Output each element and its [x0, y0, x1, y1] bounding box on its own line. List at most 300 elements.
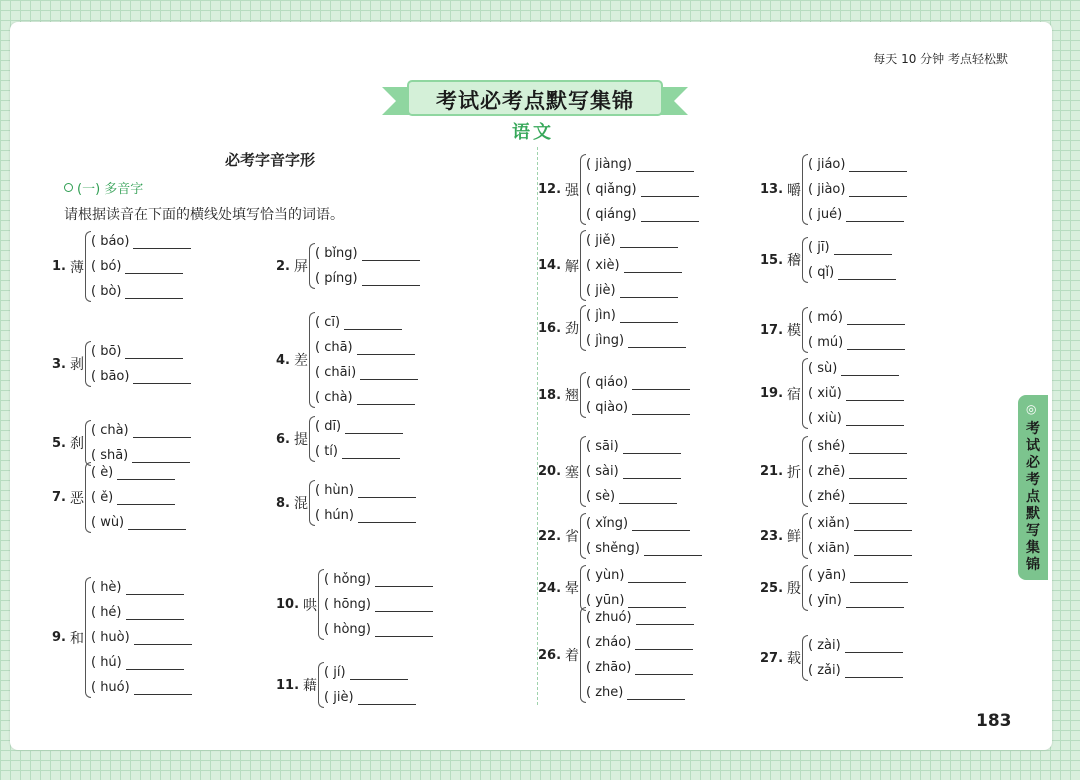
- pinyin-label: ( hòng): [324, 622, 371, 637]
- reading-row: [315, 503, 416, 528]
- answer-blank[interactable]: [632, 516, 690, 531]
- answer-blank[interactable]: [628, 568, 686, 583]
- answer-blank[interactable]: [846, 207, 904, 222]
- reading-list: [586, 303, 686, 353]
- item-number: 14.: [538, 258, 562, 273]
- pinyin-label: ( huó): [90, 680, 130, 695]
- workbook-page: [10, 22, 1052, 750]
- item-character: 宿: [787, 386, 802, 403]
- answer-blank[interactable]: [845, 663, 903, 678]
- answer-blank[interactable]: [849, 182, 907, 197]
- reading-row: [91, 625, 192, 650]
- reading-row: [586, 630, 694, 655]
- reading-row: [91, 485, 186, 510]
- item-number: 9.: [52, 630, 66, 645]
- reading-list: [808, 434, 907, 509]
- item-character: 强: [565, 182, 580, 199]
- exercise-item: [760, 235, 896, 285]
- exercise-item: [760, 511, 912, 561]
- exercise-item: [760, 356, 904, 431]
- pinyin-label: ( xiù): [808, 411, 842, 426]
- subsection-heading: [64, 178, 143, 197]
- item-character: 混: [293, 496, 308, 512]
- pinyin-label: ( chà): [90, 423, 129, 438]
- reading-row: [586, 278, 682, 303]
- item-number: 24.: [538, 580, 562, 596]
- reading-row: [586, 228, 682, 253]
- item-number: 20.: [538, 464, 562, 479]
- item-number: 6.: [276, 431, 290, 447]
- item-number: 23.: [760, 528, 784, 544]
- reading-row: [586, 511, 702, 536]
- item-character: 载: [787, 651, 802, 667]
- side-tab: [1018, 395, 1048, 580]
- reading-row: [808, 177, 907, 202]
- pinyin-label: ( yān): [808, 568, 847, 583]
- answer-blank[interactable]: [344, 315, 402, 330]
- pinyin-label: ( zhe): [586, 685, 624, 700]
- item-character: 藉: [303, 678, 318, 694]
- reading-list: [808, 633, 903, 683]
- answer-blank[interactable]: [635, 635, 693, 650]
- item-number: 18.: [538, 387, 562, 403]
- pinyin-label: ( qiào): [586, 400, 629, 415]
- item-character: 剥: [69, 357, 84, 373]
- pinyin-label: ( jí): [324, 665, 346, 680]
- item-number: 12.: [538, 182, 562, 197]
- answer-blank[interactable]: [628, 333, 686, 348]
- item-character: 塞: [565, 464, 580, 481]
- pinyin-label: ( mó): [808, 310, 843, 325]
- reading-row: [324, 592, 433, 617]
- pinyin-label: ( jī): [808, 240, 830, 255]
- answer-blank[interactable]: [358, 508, 416, 523]
- answer-blank[interactable]: [117, 490, 175, 505]
- reading-list: [91, 229, 191, 304]
- instruction-text: 请根据读音在下面的横线处填写恰当的词语。: [64, 207, 344, 223]
- reading-row: [808, 511, 912, 536]
- pinyin-label: ( qiáng): [586, 207, 637, 222]
- answer-blank[interactable]: [134, 680, 192, 695]
- reading-row: [586, 655, 694, 680]
- pinyin-label: ( yīn): [808, 593, 842, 608]
- pinyin-label: ( zǎi): [808, 663, 841, 678]
- reading-row: [315, 360, 418, 385]
- pinyin-label: ( bō): [90, 344, 122, 359]
- pinyin-label: ( chā): [314, 340, 353, 355]
- reading-list: [315, 478, 416, 528]
- reading-row: [315, 385, 418, 410]
- item-number: 7.: [52, 490, 66, 505]
- answer-blank[interactable]: [641, 207, 699, 222]
- item-character: 鲜: [787, 529, 802, 545]
- pinyin-label: ( bāo): [90, 369, 130, 384]
- reading-row: [808, 152, 907, 177]
- pinyin-label: ( zhāo): [586, 660, 632, 675]
- reading-row: [586, 680, 694, 705]
- exercise-item: [276, 241, 420, 291]
- reading-list: [586, 228, 682, 303]
- answer-blank[interactable]: [133, 423, 191, 438]
- item-character: 翘: [565, 388, 580, 404]
- answer-blank[interactable]: [849, 439, 907, 454]
- exercise-item: [538, 605, 694, 705]
- exercise-item: [760, 305, 905, 355]
- pinyin-label: ( jiào): [808, 182, 846, 197]
- pinyin-label: ( jiáo): [808, 157, 846, 172]
- answer-blank[interactable]: [375, 597, 433, 612]
- pinyin-label: ( è): [90, 465, 114, 480]
- reading-row: [586, 370, 690, 395]
- pinyin-label: ( shěng): [586, 541, 640, 556]
- reading-row: [586, 152, 699, 177]
- pinyin-label: ( bó): [90, 259, 122, 274]
- answer-blank[interactable]: [362, 271, 420, 286]
- pinyin-label: ( qiáo): [586, 375, 629, 390]
- reading-row: [586, 177, 699, 202]
- item-character: 模: [787, 323, 802, 339]
- reading-row: [324, 685, 416, 710]
- pinyin-label: ( shé): [808, 439, 846, 454]
- exercise-item: [538, 434, 681, 509]
- pinyin-label: ( xiè): [586, 258, 620, 273]
- exercise-item: [52, 575, 192, 700]
- reading-list: [808, 356, 904, 431]
- page-number: 183: [976, 711, 1012, 731]
- pinyin-label: ( mú): [808, 335, 844, 350]
- pinyin-label: ( hùn): [314, 483, 354, 498]
- item-number: 19.: [760, 386, 784, 401]
- answer-blank[interactable]: [627, 685, 685, 700]
- banner-title: 考试必考点默写集锦: [436, 89, 634, 113]
- pinyin-label: ( jiè): [324, 690, 354, 705]
- reading-list: [586, 152, 699, 227]
- answer-blank[interactable]: [644, 541, 702, 556]
- pinyin-label: ( jìn): [586, 308, 616, 323]
- reading-row: [324, 567, 433, 592]
- reading-row: [808, 484, 907, 509]
- reading-list: [315, 241, 420, 291]
- answer-blank[interactable]: [125, 284, 183, 299]
- answer-blank[interactable]: [125, 344, 183, 359]
- reading-row: [315, 266, 420, 291]
- item-number: 15.: [760, 252, 784, 268]
- reading-row: [91, 460, 186, 485]
- reading-row: [808, 459, 907, 484]
- pinyin-label: ( jiàng): [586, 157, 632, 172]
- exercise-item: [52, 460, 186, 535]
- item-number: 25.: [760, 580, 784, 596]
- answer-blank[interactable]: [834, 240, 892, 255]
- answer-blank[interactable]: [636, 610, 694, 625]
- answer-blank[interactable]: [357, 390, 415, 405]
- answer-blank[interactable]: [623, 439, 681, 454]
- reading-list: [586, 605, 694, 705]
- reading-row: [808, 536, 912, 561]
- pinyin-label: ( cī): [314, 315, 341, 330]
- answer-blank[interactable]: [126, 605, 184, 620]
- item-number: 4.: [276, 352, 290, 368]
- answer-blank[interactable]: [134, 630, 192, 645]
- answer-blank[interactable]: [342, 444, 400, 459]
- answer-blank[interactable]: [358, 690, 416, 705]
- pinyin-label: ( hè): [90, 580, 122, 595]
- answer-blank[interactable]: [133, 234, 191, 249]
- reading-row: [91, 279, 191, 304]
- section-title: 必考字音字形: [225, 151, 316, 169]
- exercise-item: [760, 434, 907, 509]
- pinyin-label: ( xiǔ): [808, 386, 842, 401]
- answer-blank[interactable]: [126, 580, 184, 595]
- reading-row: [91, 229, 191, 254]
- reading-row: [808, 330, 905, 355]
- exercise-item: [538, 152, 699, 227]
- reading-list: [586, 511, 702, 561]
- reading-list: [315, 310, 418, 410]
- reading-row: [91, 364, 191, 389]
- pinyin-label: ( yùn): [586, 568, 625, 583]
- answer-blank[interactable]: [845, 638, 903, 653]
- answer-blank[interactable]: [849, 489, 907, 504]
- answer-blank[interactable]: [632, 375, 690, 390]
- reading-row: [91, 418, 191, 443]
- reading-row: [315, 310, 418, 335]
- answer-blank[interactable]: [358, 483, 416, 498]
- reading-list: [586, 434, 681, 509]
- reading-row: [91, 675, 192, 700]
- item-character: 刹: [69, 436, 84, 452]
- exercise-item: [276, 478, 416, 528]
- title-banner: [382, 79, 688, 119]
- exercise-item: [538, 228, 682, 303]
- answer-blank[interactable]: [849, 464, 907, 479]
- answer-blank[interactable]: [128, 515, 186, 530]
- reading-row: [91, 600, 192, 625]
- answer-blank[interactable]: [375, 622, 433, 637]
- pinyin-label: ( chà): [314, 390, 353, 405]
- answer-blank[interactable]: [854, 541, 912, 556]
- item-number: 27.: [760, 650, 784, 666]
- reading-list: [586, 370, 690, 420]
- subject-label: 语文: [512, 122, 554, 143]
- pinyin-label: ( jiě): [586, 233, 616, 248]
- answer-blank[interactable]: [345, 419, 403, 434]
- item-character: 稽: [787, 253, 802, 269]
- reading-row: [315, 439, 403, 464]
- answer-blank[interactable]: [133, 369, 191, 384]
- reading-row: [91, 575, 192, 600]
- reading-row: [315, 241, 420, 266]
- reading-row: [586, 459, 681, 484]
- pinyin-label: ( shā): [90, 448, 129, 463]
- pinyin-label: ( zhé): [808, 489, 846, 504]
- answer-blank[interactable]: [846, 593, 904, 608]
- answer-blank[interactable]: [838, 265, 896, 280]
- answer-blank[interactable]: [619, 489, 677, 504]
- reading-list: [324, 567, 433, 642]
- reading-list: [808, 235, 896, 285]
- answer-blank[interactable]: [360, 365, 418, 380]
- item-number: 8.: [276, 495, 290, 511]
- reading-row: [808, 658, 903, 683]
- exercise-item: [538, 370, 690, 420]
- reading-row: [91, 510, 186, 535]
- pinyin-label: ( hún): [314, 508, 354, 523]
- pinyin-label: ( sài): [586, 464, 619, 479]
- header-note: 每天 10 分钟 考点轻松默: [873, 52, 1008, 66]
- pinyin-label: ( hú): [90, 655, 122, 670]
- reading-row: [315, 478, 416, 503]
- reading-row: [586, 303, 686, 328]
- reading-row: [808, 633, 903, 658]
- item-character: 晕: [565, 581, 580, 597]
- reading-row: [91, 650, 192, 675]
- reading-list: [315, 414, 403, 464]
- exercise-item: [538, 303, 686, 353]
- reading-row: [315, 414, 403, 439]
- exercise-item: [276, 310, 418, 410]
- side-tab-label: 考试必考点默写集锦: [1026, 421, 1040, 573]
- pinyin-label: ( jué): [808, 207, 843, 222]
- pinyin-label: ( jìng): [586, 333, 625, 348]
- item-character: 哄: [303, 597, 318, 614]
- item-character: 屏: [293, 259, 308, 275]
- answer-blank[interactable]: [847, 335, 905, 350]
- item-number: 1.: [52, 259, 66, 274]
- answer-blank[interactable]: [375, 572, 433, 587]
- exercise-item: [276, 414, 403, 464]
- answer-blank[interactable]: [846, 411, 904, 426]
- reading-row: [808, 260, 896, 285]
- pinyin-label: ( báo): [90, 234, 130, 249]
- reading-row: [324, 617, 433, 642]
- item-character: 殷: [787, 581, 802, 597]
- answer-blank[interactable]: [620, 283, 678, 298]
- answer-blank[interactable]: [620, 233, 678, 248]
- exercise-item: [276, 660, 416, 710]
- item-number: 2.: [276, 258, 290, 274]
- answer-blank[interactable]: [623, 464, 681, 479]
- exercise-item: [760, 152, 907, 227]
- exercise-item: [538, 511, 702, 561]
- reading-row: [808, 563, 908, 588]
- item-number: 22.: [538, 528, 562, 544]
- reading-row: [586, 328, 686, 353]
- answer-blank[interactable]: [117, 465, 175, 480]
- reading-row: [808, 202, 907, 227]
- reading-list: [324, 660, 416, 710]
- pinyin-label: ( bò): [90, 284, 122, 299]
- reading-list: [91, 339, 191, 389]
- pinyin-label: ( zài): [808, 638, 841, 653]
- item-number: 5.: [52, 435, 66, 451]
- pinyin-label: ( jiè): [586, 283, 616, 298]
- answer-blank[interactable]: [846, 386, 904, 401]
- subsection-label: (一) 多音字: [77, 182, 144, 197]
- answer-blank[interactable]: [632, 400, 690, 415]
- pinyin-label: ( hǒng): [324, 572, 371, 587]
- item-character: 恶: [69, 490, 84, 507]
- pinyin-label: ( wù): [90, 515, 125, 530]
- pinyin-label: ( yūn): [586, 593, 625, 608]
- reading-list: [808, 511, 912, 561]
- item-character: 薄: [69, 259, 84, 276]
- answer-blank[interactable]: [641, 182, 699, 197]
- exercise-item: [760, 563, 908, 613]
- exercise-item: [52, 229, 191, 304]
- reading-list: [91, 460, 186, 535]
- answer-blank[interactable]: [126, 655, 184, 670]
- reading-row: [91, 254, 191, 279]
- answer-blank[interactable]: [636, 157, 694, 172]
- item-character: 解: [565, 258, 580, 275]
- item-character: 着: [565, 648, 580, 664]
- item-number: 17.: [760, 322, 784, 338]
- reading-row: [586, 202, 699, 227]
- reading-row: [586, 434, 681, 459]
- answer-blank[interactable]: [624, 258, 682, 273]
- pinyin-label: ( sè): [586, 489, 616, 504]
- pinyin-label: ( xiān): [808, 541, 850, 556]
- item-character: 和: [69, 630, 84, 647]
- pinyin-label: ( xiǎn): [808, 516, 850, 531]
- reading-row: [808, 588, 908, 613]
- answer-blank[interactable]: [850, 568, 908, 583]
- answer-blank[interactable]: [620, 308, 678, 323]
- pinyin-label: ( chāi): [314, 365, 357, 380]
- reading-list: [91, 575, 192, 700]
- answer-blank[interactable]: [350, 665, 408, 680]
- answer-blank[interactable]: [362, 246, 420, 261]
- item-character: 提: [293, 432, 308, 448]
- pinyin-label: ( huò): [90, 630, 130, 645]
- reading-row: [586, 605, 694, 630]
- reading-list: [808, 563, 908, 613]
- pinyin-label: ( tí): [314, 444, 338, 459]
- reading-row: [808, 305, 905, 330]
- reading-list: [808, 305, 905, 355]
- answer-blank[interactable]: [849, 157, 907, 172]
- answer-blank[interactable]: [854, 516, 912, 531]
- item-number: 26.: [538, 647, 562, 663]
- reading-row: [315, 335, 418, 360]
- item-character: 差: [293, 353, 308, 369]
- pinyin-label: ( sāi): [586, 439, 619, 454]
- item-character: 嚼: [787, 182, 802, 199]
- reading-row: [586, 395, 690, 420]
- reading-row: [808, 406, 904, 431]
- pinyin-label: ( zhē): [808, 464, 846, 479]
- reading-row: [586, 253, 682, 278]
- answer-blank[interactable]: [635, 660, 693, 675]
- item-character: 省: [565, 529, 580, 545]
- answer-blank[interactable]: [357, 340, 415, 355]
- reading-list: [808, 152, 907, 227]
- reading-row: [324, 660, 416, 685]
- item-number: 16.: [538, 320, 562, 336]
- pinyin-label: ( bǐng): [314, 246, 358, 261]
- exercise-item: [276, 567, 433, 642]
- item-number: 10.: [276, 597, 300, 612]
- reading-row: [91, 339, 191, 364]
- answer-blank[interactable]: [841, 361, 899, 376]
- exercise-item: [760, 633, 903, 683]
- side-tab-icon: ◎: [1026, 402, 1037, 416]
- answer-blank[interactable]: [125, 259, 183, 274]
- reading-row: [808, 235, 896, 260]
- reading-row: [808, 381, 904, 406]
- answer-blank[interactable]: [847, 310, 905, 325]
